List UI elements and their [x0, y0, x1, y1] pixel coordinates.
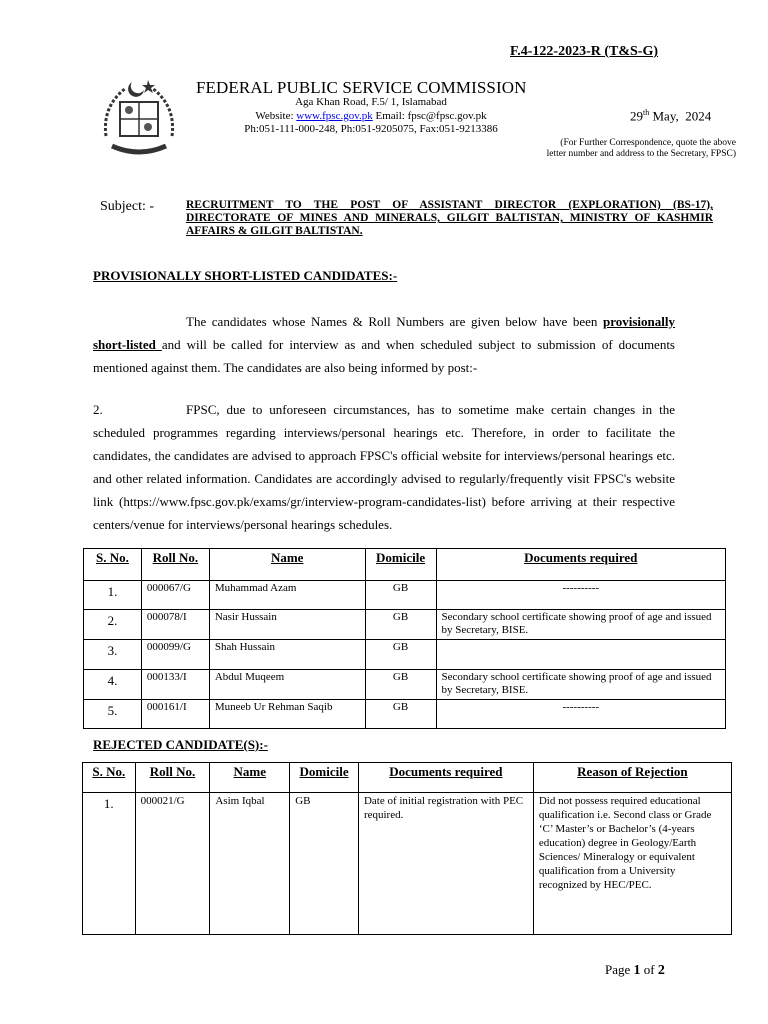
col-name: Name [209, 549, 365, 581]
paragraph-2 [93, 398, 675, 536]
total-pages: 2 [657, 963, 665, 978]
phone-line: Ph:051-111-000-248, Ph:051-9205075, Fax:051-9213386 [244, 123, 498, 135]
fpsc-emblem-icon [96, 76, 182, 162]
cell-docs: Secondary school certificate showing proof of age and issued by Secretary, BISE. [436, 670, 725, 700]
cell-name: Nasir Hussain [209, 610, 365, 640]
cell-roll: 000078/I [141, 610, 209, 640]
cell-reason: Did not possess required educational qualification i.e. Second class or Grade ‘C’ Master’s or Bachelor’s (4-years education) degree in Geology/Earth Sciences/ Mineralogy or equivalent qualification from a University recognized by HEC/PEC. [533, 793, 731, 935]
cell-docs: ---------- [436, 581, 725, 610]
cell-roll: 000133/I [141, 670, 209, 700]
cell-sno: 3. [84, 640, 142, 670]
paragraph-2-number: 2. [93, 402, 103, 417]
paragraph-1-rest: and will be called for interview as and when scheduled subject to submission of documents mentioned against them. The candidates are also being informed by post:- [93, 337, 675, 375]
col-sno: S. No. [83, 763, 136, 793]
cell-docs [436, 640, 725, 670]
website-label: Website: [255, 109, 294, 122]
table-row [84, 700, 726, 729]
cell-sno: 2. [84, 610, 142, 640]
cell-name: Shah Hussain [209, 640, 365, 670]
col-reason: Reason of Rejection [533, 763, 731, 793]
cell-domicile: GB [365, 670, 436, 700]
table-row [84, 610, 726, 640]
cell-name: Muhammad Azam [209, 581, 365, 610]
table-row [84, 640, 726, 670]
date-suffix: th [643, 108, 650, 117]
reference-number: F.4-122-2023-R (T&S-G) [510, 44, 659, 59]
letter-date [630, 108, 711, 124]
col-roll: Roll No. [141, 549, 209, 581]
cell-roll: 000099/G [141, 640, 209, 670]
cell-name: Abdul Muqeem [209, 670, 365, 700]
rejected-table [82, 762, 732, 935]
col-domicile: Domicile [365, 549, 436, 581]
date-day: 29 [630, 108, 643, 124]
cell-name: Asim Iqbal [210, 793, 290, 935]
date-month-year: May, 2024 [652, 108, 712, 124]
paragraph-1-intro: The candidates whose Names & Roll Numbers are given below have been [186, 314, 598, 329]
page-label: Page [605, 962, 631, 977]
address-line: Aga Khan Road, F.5/ 1, Islamabad [295, 96, 447, 108]
cell-docs: Date of initial registration with PEC required. [358, 793, 533, 935]
paragraph-1 [93, 310, 675, 379]
cell-domicile: GB [365, 581, 436, 610]
cell-roll: 000021/G [135, 793, 210, 935]
col-docs: Documents required [436, 549, 725, 581]
cell-sno: 4. [84, 670, 142, 700]
col-roll: Roll No. [135, 763, 210, 793]
shortlisted-table [83, 548, 726, 729]
provisionally-shortlisted-emphasis: provisionally short-listed [93, 314, 676, 352]
cell-roll: 000067/G [141, 581, 209, 610]
table-row [84, 581, 726, 610]
cell-docs: Secondary school certificate showing proof of age and issued by Secretary, BISE. [436, 610, 725, 640]
table-header-row [83, 763, 732, 793]
page-number [605, 962, 665, 979]
cell-domicile: GB [365, 640, 436, 670]
rejected-heading: REJECTED CANDIDATE(S):- [93, 737, 268, 752]
address-block [196, 96, 546, 137]
organization-name: FEDERAL PUBLIC SERVICE COMMISSION [196, 78, 527, 97]
col-sno: S. No. [84, 549, 142, 581]
cell-domicile: GB [365, 700, 436, 729]
cell-sno: 5. [84, 700, 142, 729]
subject-label: Subject: - [100, 199, 155, 214]
cell-docs: ---------- [436, 700, 725, 729]
cell-sno: 1. [83, 793, 136, 935]
col-domicile: Domicile [290, 763, 359, 793]
col-docs: Documents required [358, 763, 533, 793]
cell-name: Muneeb Ur Rehman Saqib [209, 700, 365, 729]
website-link[interactable]: www.fpsc.gov.pk [296, 109, 373, 122]
email-label: Email: [375, 109, 405, 122]
paragraph-2-text: FPSC, due to unforeseen circumstances, has to sometime make certain changes in the scheduled programmes regarding interviews/personal hearings etc. Therefore, in order to facilitate the candidates, the candidates are advised to approach FPSC's official website for interviews/personal hearings etc. and other related information. Candidates are accordingly advised to regularly/frequently visit FPSC's website link (https://www.fpsc.gov.pk/exams/gr/interview-program-candidates-list) before arriving at their respective centers/venue for interviews/personal hearings schedules. [93, 402, 675, 532]
of-label: of [643, 962, 655, 977]
cell-sno: 1. [84, 581, 142, 610]
table-row [83, 793, 732, 935]
cell-domicile: GB [365, 610, 436, 640]
subject-text: RECRUITMENT TO THE POST OF ASSISTANT DIRECTOR (EXPLORATION) (BS-17), DIRECTORATE OF MINES AND MINERALS, GILGIT BALTISTAN, MINISTRY OF KASHMIR AFFAIRS & GILGIT BALTISTAN. [186, 199, 713, 237]
cell-domicile: GB [290, 793, 359, 935]
email-address[interactable]: fpsc@fpsc.gov.pk [407, 109, 487, 122]
table-header-row [84, 549, 726, 581]
correspondence-note: (For Further Correspondence, quote the above letter number and address to the Secretary, FPSC) [546, 138, 736, 159]
table-row [84, 670, 726, 700]
contact-line [196, 110, 546, 124]
shortlisted-heading: PROVISIONALLY SHORT-LISTED CANDIDATES:- [93, 268, 398, 283]
cell-roll: 000161/I [141, 700, 209, 729]
col-name: Name [210, 763, 290, 793]
current-page: 1 [633, 963, 641, 978]
